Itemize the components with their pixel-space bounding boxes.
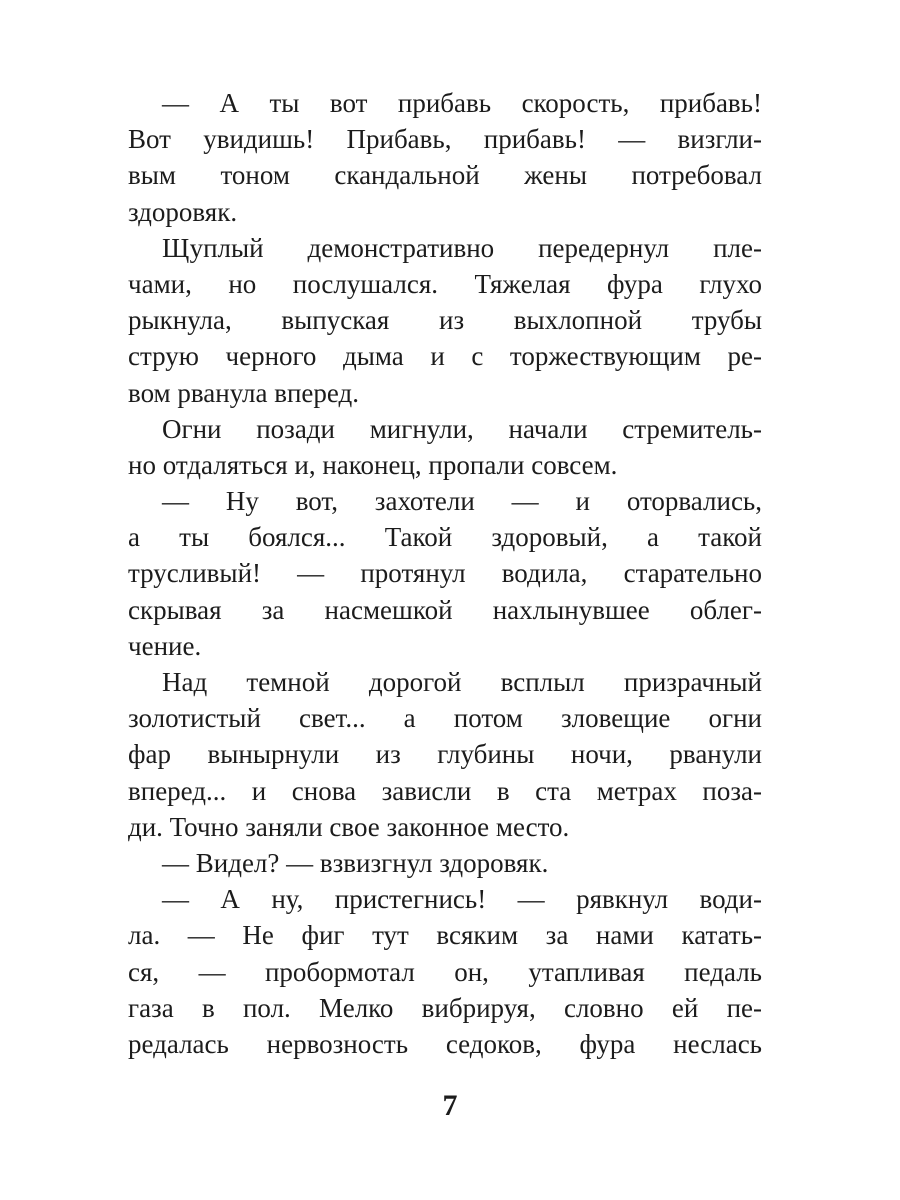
text-line: здоровяк. (128, 196, 238, 227)
text-line: вом рванула вперед. (128, 377, 360, 408)
text-line: золотистый свет... а потом зловещие огни (128, 703, 762, 734)
text-line: — Ну вот, захотели — и оторвались, (162, 486, 762, 517)
text-line: Огни позади мигнули, начали стремитель- (162, 413, 762, 444)
text-line: струю черного дыма и с торжествующим ре- (128, 341, 762, 372)
text-line: Вот увидишь! Прибавь, прибавь! — визгли- (128, 124, 762, 155)
text-line: но отдаляться и, наконец, пропали совсем. (128, 449, 618, 480)
text-line: — А ну, пристегнись! — рявкнул води- (162, 884, 762, 915)
body-text (128, 85, 762, 1062)
text-line: трусливый! — протянул водила, старательно (128, 558, 762, 589)
page-number: 7 (442, 1089, 458, 1122)
text-line: ся, — пробормотал он, утапливая педаль (128, 956, 762, 987)
text-line: чение. (128, 630, 202, 661)
text-line: вперед... и снова зависли в ста метрах поза- (128, 775, 762, 806)
text-line: редалась нервозность седоков, фура неслась (128, 1028, 762, 1059)
text-line: Над темной дорогой всплыл призрачный (162, 667, 762, 697)
text-line: скрывая за насмешкой нахлынувшее облег- (128, 594, 762, 625)
text-line: газа в пол. Мелко вибрируя, словно ей пе- (128, 992, 762, 1023)
text-line: — Видел? — взвизгнул здоровяк. (162, 847, 549, 878)
text-line: ди. Точно заняли свое законное место. (128, 811, 570, 842)
text-line: вым тоном скандальной жены потребовал (128, 160, 762, 191)
text-line: ла. — Не фиг тут всяким за нами катать- (128, 920, 762, 951)
text-line: а ты боялся... Такой здоровый, а такой (128, 522, 762, 553)
text-line: чами, но послушался. Тяжелая фура глухо (128, 268, 762, 299)
text-line: фар вынырнули из глубины ночи, рванули (128, 739, 762, 770)
text-line: Щуплый демонстративно передернул пле- (162, 232, 762, 263)
text-line: — А ты вот прибавь скорость, прибавь! (162, 88, 762, 118)
text-line: рыкнула, выпуская из выхлопной трубы (128, 305, 762, 336)
